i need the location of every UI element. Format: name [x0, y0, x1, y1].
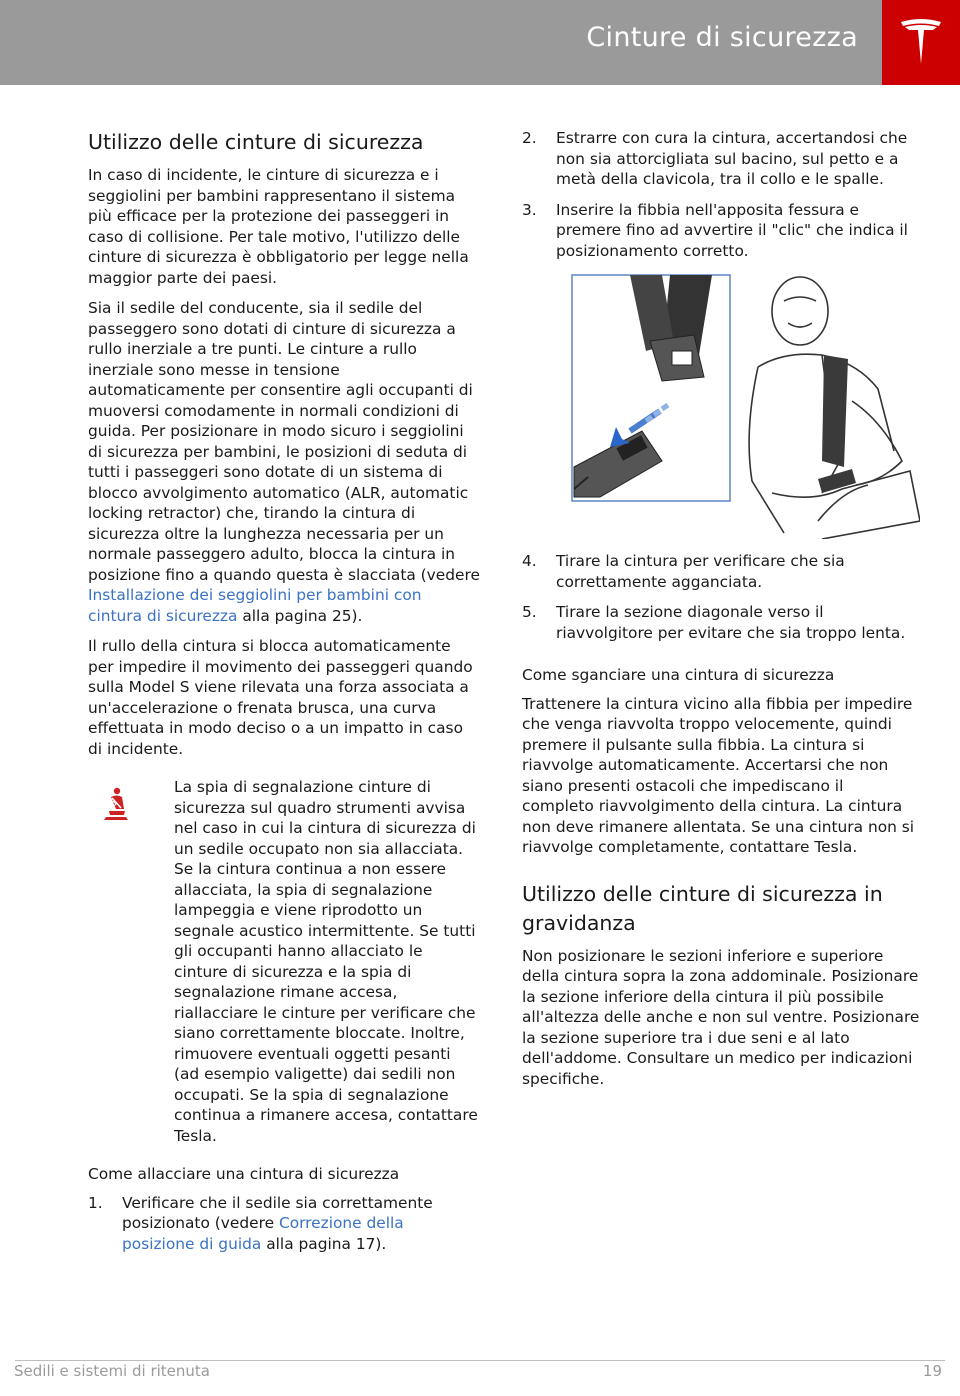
step-text: Estrarre con cura la cintura, accertandosi che non sia attorcigliata sul bacino, sul petto e a metà della clavicola, tra il collo e le spalle. — [556, 129, 908, 188]
page-title: Cinture di sicurezza — [586, 22, 858, 53]
section-heading: Utilizzo delle cinture di sicurezza — [88, 130, 424, 154]
list-item — [88, 1193, 480, 1255]
paragraph: Non posizionare le sezioni inferiore e superiore della cintura sopra la zona addominale. Posizionare la sezione inferiore della cintura il più possibile all'altezza delle anche e non sul ventre. Posizionare la sezione superiore tra i due seni e al lato dell'addome. Consultare un medico per indicazioni specifiche. — [522, 946, 920, 1088]
warning-text: La spia di segnalazione cinture di sicurezza sul quadro strumenti avvisa nel caso in cui la cintura di sicurezza di un sedile occupato non sia allacciata. Se la cintura continua a non essere allacciata, la spia di segnalazione lampeggia e viene riprodotto un segnale acustico intermittente. Se tutti gli occupanti hanno allacciato le cinture di sicurezza e la spia di segnalazione rimane accesa, riallacciare le cinture per verificare che siano correttamente bloccate. Inoltre, rimuovere eventuali oggetti pesanti (ad esempio valigette) dai sedili non occupati. Se la spia di segnalazione continua a rimanere accesa, contattare Tesla. — [174, 778, 478, 1145]
list-item — [522, 128, 920, 190]
step-text: Verificare che il sedile sia correttamente posizionato (vedere Correzione della posizione di guida alla pagina 17). — [122, 1193, 433, 1253]
warning-block — [88, 777, 480, 1146]
paragraph: Trattenere la cintura vicino alla fibbia per impedire che venga riavvolta troppo velocemente, quindi premere il pulsante sulla fibbia. La cintura si riavvolge automaticamente. Accertarsi che non siano presenti ostacoli che impediscano il completo riavvolgimento della cintura. La cintura non deve rimanere allentata. Se una cintura non si riavvolge completamente, contattare Tesla. — [522, 694, 915, 856]
seatbelt-illustration — [522, 271, 920, 539]
brand-logo — [882, 0, 960, 85]
tesla-logo-icon — [899, 18, 943, 66]
cross-reference-link[interactable]: Installazione dei seggiolini per bambini con cintura di sicurezza — [88, 586, 422, 625]
step-number: 5. — [522, 603, 537, 621]
seatbelt-warning-icon — [88, 777, 174, 1146]
step-text: Tirare la sezione diagonale verso il riavvolgitore per evitare che sia troppo lenta. — [556, 603, 906, 642]
cross-reference-link[interactable]: Correzione della posizione di guida — [122, 1214, 404, 1253]
procedure-heading: Come allacciare una cintura di sicurezza — [88, 1165, 400, 1183]
step-number: 4. — [522, 552, 537, 570]
page-header — [0, 0, 960, 85]
page-number: 19 — [922, 1362, 942, 1380]
step-text: Tirare la cintura per verificare che sia correttamente agganciata. — [556, 552, 845, 591]
paragraph: In caso di incidente, le cinture di sicurezza e i seggiolini per bambini rappresentano il sistema più efficace per la protezione dei passeggeri in caso di collisione. Per tale motivo, l'utilizzo delle cinture di sicurezza è obbligatorio per legge nella maggior parte dei paesi. — [88, 166, 469, 287]
paragraph: Il rullo della cintura si blocca automaticamente per impedire il movimento dei passeggeri quando sulla Model S viene rilevata una forza associata a un'accelerazione o frenata brusca, una curva effettuata in modo deciso o a un impatto in caso di incidente. — [88, 637, 473, 758]
step-text: Inserire la fibbia nell'apposita fessura e premere fino ad avvertire il "clic" che indica il posizionamento corretto. — [556, 200, 908, 260]
list-item — [522, 551, 920, 592]
paragraph: Sia il sedile del conducente, sia il sedile del passeggero sono dotati di cinture di sicurezza a rullo inerziale a tre punti. Le cinture a rullo inerziale sono messe in tensione automaticamente per consentire agli occupanti di muoversi comodamente in normali condizioni di guida. Per posizionare in modo sicuro i seggiolini di sicurezza per bambini, le posizioni di seduta di tutti i passeggeri sono dotate di un sistema di blocco avvolgimento automatico (ALR, automatic locking retractor) che, tirando la cintura di sicurezza oltre la lunghezza necessaria per un normale passeggero adulto, blocca la cintura in posizione fino a quando questa è slacciata (vedere Installazione dei seggiolini per bambini con cintura di sicurezza alla pagina 25). — [88, 299, 480, 625]
step-number: 3. — [522, 200, 537, 219]
step-number: 1. — [88, 1193, 103, 1212]
procedure-heading: Come sganciare una cintura di sicurezza — [522, 666, 835, 684]
steps-list — [522, 128, 920, 261]
section-heading: Utilizzo delle cinture di sicurezza in gravidanza — [522, 881, 883, 935]
list-item — [522, 602, 920, 643]
footer-divider — [15, 1360, 945, 1361]
steps-list — [522, 551, 920, 643]
list-item — [522, 200, 920, 262]
footer-section-name: Sedili e sistemi di ritenuta — [14, 1362, 210, 1380]
left-column — [88, 128, 480, 1264]
right-column — [522, 128, 920, 1099]
steps-list — [88, 1193, 480, 1255]
step-number: 2. — [522, 129, 537, 147]
